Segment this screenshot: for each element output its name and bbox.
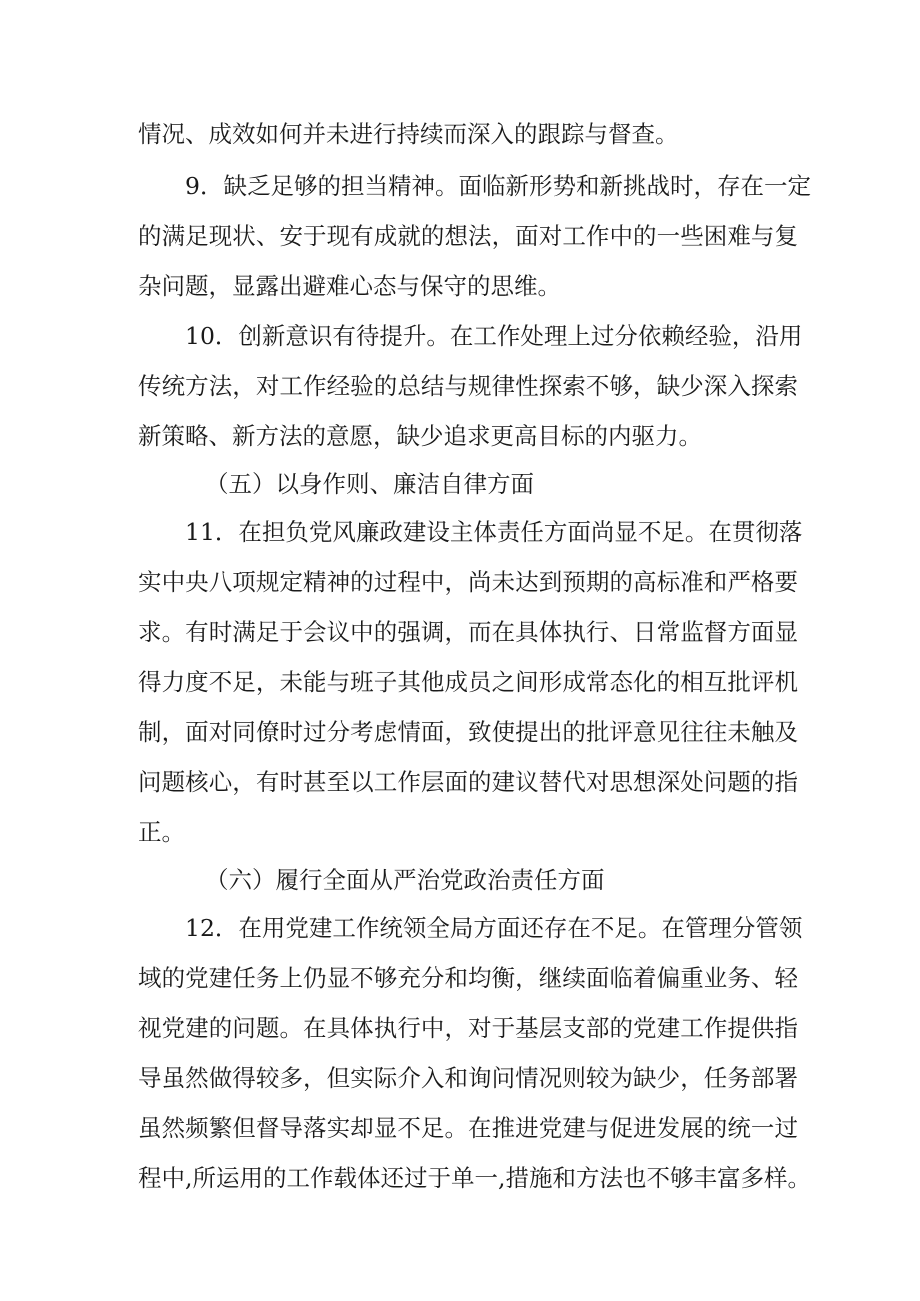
paragraph-11-line-1: 11．在担负党风廉政建设主体责任方面尚显不足。在贯彻落 bbox=[185, 518, 803, 546]
paragraph-9-line-2: 的满足现状、安于现有成就的想法，面对工作中的一些困难与复 bbox=[138, 222, 798, 250]
paragraph-10-line-2: 传统方法，对工作经验的总结与规律性探索不够，缺少深入探索 bbox=[138, 372, 798, 400]
section-heading-5: （五）以身作则、廉洁自律方面 bbox=[205, 470, 534, 498]
paragraph-12-line-4: 导虽然做得较多，但实际介入和询问情况则较为缺少，任务部署 bbox=[138, 1064, 798, 1092]
paragraph-10-line-1: 10．创新意识有待提升。在工作处理上过分依赖经验，沿用 bbox=[185, 322, 803, 350]
paragraph-12-line-6: 程中,所运用的工作载体还过于单一,措施和方法也不够丰富多样。 bbox=[138, 1164, 811, 1192]
paragraph-11-line-7: 正。 bbox=[138, 818, 185, 846]
paragraph-11-line-6: 问题核心，有时甚至以工作层面的建议替代对思想深处问题的指 bbox=[138, 768, 798, 796]
paragraph-11-line-2: 实中央八项规定精神的过程中，尚未达到预期的高标准和严格要 bbox=[138, 568, 798, 596]
paragraph-9-line-3: 杂问题，显露出避难心态与保守的思维。 bbox=[138, 272, 561, 300]
paragraph-11-line-3: 求。有时满足于会议中的强调，而在具体执行、日常监督方面显 bbox=[138, 618, 798, 646]
paragraph-12-line-3: 视党建的问题。在具体执行中，对于基层支部的党建工作提供指 bbox=[138, 1014, 798, 1042]
paragraph-11-line-4: 得力度不足，未能与班子其他成员之间形成常态化的相互批评机 bbox=[138, 668, 798, 696]
paragraph-12-line-1: 12．在用党建工作统领全局方面还存在不足。在管理分管领 bbox=[185, 914, 803, 942]
paragraph-12-line-2: 域的党建任务上仍显不够充分和均衡，继续面临着偏重业务、轻 bbox=[138, 964, 798, 992]
section-heading-6: （六）履行全面从严治党政治责任方面 bbox=[205, 866, 605, 894]
paragraph-8-line-tail: 情况、成效如何并未进行持续而深入的跟踪与督查。 bbox=[138, 120, 679, 148]
paragraph-12-line-5: 虽然频繁但督导落实却显不足。在推进党建与促进发展的统一过 bbox=[138, 1114, 798, 1142]
paragraph-9-line-1: 9．缺乏足够的担当精神。面临新形势和新挑战时，存在一定 bbox=[185, 172, 811, 200]
paragraph-10-line-3: 新策略、新方法的意愿，缺少追求更高目标的内驱力。 bbox=[138, 422, 702, 450]
paragraph-11-line-5: 制，面对同僚时过分考虑情面，致使提出的批评意见往往未触及 bbox=[138, 718, 798, 746]
